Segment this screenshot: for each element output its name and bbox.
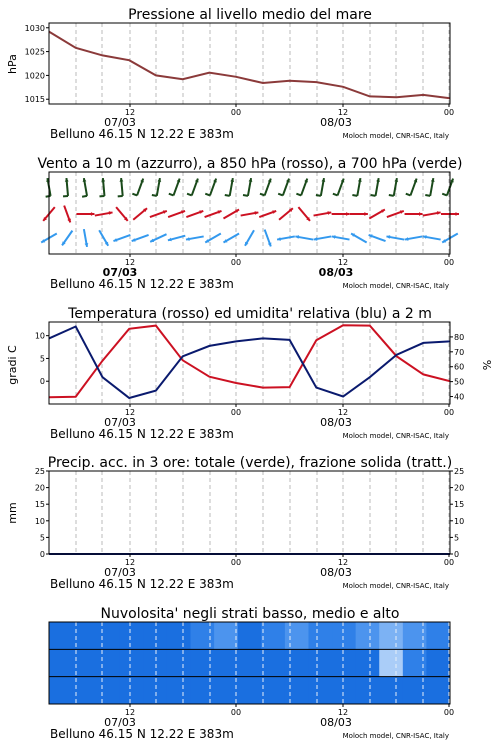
cloud-cell-alto: [261, 622, 285, 650]
y2-tick-label: 5: [454, 533, 460, 543]
y2-tick-label: 15: [454, 500, 465, 510]
cloud-cell-alto: [214, 622, 238, 650]
cloud-cell-alto: [426, 622, 450, 650]
cloud-cell-basso: [308, 677, 332, 705]
cloud-cell-basso: [332, 677, 356, 705]
cloud-cell-medio: [426, 649, 450, 677]
cloud-cell-medio: [96, 649, 120, 677]
location-label: Belluno 46.15 N 12.22 E 383m: [50, 727, 234, 741]
y-tick-label: 25: [34, 467, 45, 476]
chart-title: Precip. acc. in 3 ore: totale (verde), frazione solida (tratt.): [47, 455, 453, 471]
wind-barb-flag: [225, 195, 230, 196]
x-tick-label: 00: [443, 258, 455, 267]
cloud-cell-basso: [261, 677, 285, 705]
wind-barb-flag: [352, 195, 357, 196]
y-tick-label: 5: [39, 354, 45, 364]
wind-barb-flag: [278, 194, 283, 196]
wind-barb-flag: [442, 194, 447, 196]
wind-barb-flag: [260, 194, 265, 196]
cloud-cell-medio: [285, 649, 309, 677]
cloud-cell-medio: [49, 649, 73, 677]
model-credit: Moloch model, CNR-ISAC, Italy: [342, 132, 449, 140]
cloud-cell-basso: [238, 677, 262, 705]
cloud-cell-alto: [332, 622, 356, 650]
chart-title: Pressione al livello medio del mare: [128, 7, 372, 23]
wind-barb-flag: [333, 194, 338, 196]
cloud-cell-basso: [426, 677, 450, 705]
cloud-cell-alto: [379, 622, 403, 650]
location-label: Belluno 46.15 N 12.22 E 383m: [50, 127, 234, 141]
cloud-cell-medio: [214, 649, 238, 677]
y2-tick-label: 10: [454, 516, 465, 526]
cloud-cell-alto: [308, 622, 332, 650]
cloud-cell-basso: [356, 677, 380, 705]
date-label: 08/03: [318, 266, 354, 279]
y-tick-label: 1025: [24, 47, 45, 57]
date-label: 08/03: [320, 116, 352, 129]
chart-title: Temperatura (rosso) ed umidita' relativa (blu) a 2 m: [68, 306, 432, 322]
date-label: 08/03: [320, 716, 352, 729]
cloud-cell-alto: [49, 622, 73, 650]
x-tick-label: 00: [230, 108, 242, 117]
date-label: 08/03: [320, 416, 352, 429]
x-tick-label: 12: [124, 108, 136, 117]
cloud-cell-medio: [191, 649, 215, 677]
wind-barb-flag: [132, 194, 137, 196]
y-tick-label: 1030: [24, 23, 45, 33]
wind-arrow-head: [91, 212, 95, 216]
y2-tick-label: 50: [454, 377, 465, 387]
cloud-cell-basso: [143, 677, 167, 705]
wind-barb-flag: [316, 195, 321, 196]
date-label: 07/03: [104, 566, 136, 579]
y-tick-label: 20: [34, 483, 45, 493]
location-label: Belluno 46.15 N 12.22 E 383m: [50, 577, 234, 591]
y-tick-label: 0: [39, 377, 45, 387]
x-tick-label: 12: [337, 708, 349, 717]
wind-barb-flag: [152, 195, 157, 196]
wind-arrow-head: [346, 212, 350, 216]
cloud-cell-basso: [167, 677, 191, 705]
date-label: 08/03: [320, 566, 352, 579]
cloud-cell-alto: [191, 622, 215, 650]
chart-title: Nuvolosita' negli strati basso, medio e alto: [100, 606, 400, 622]
y2-tick-label: 80: [454, 332, 465, 342]
plot-frame: [49, 471, 450, 554]
cloud-cell-alto: [143, 622, 167, 650]
x-tick-label: 00: [230, 258, 242, 267]
cloud-cell-alto: [356, 622, 380, 650]
location-label: Belluno 46.15 N 12.22 E 383m: [50, 427, 234, 441]
wind-barb-flag: [169, 194, 174, 196]
cloud-cell-basso: [49, 677, 73, 705]
wind-barb-flag: [425, 195, 430, 196]
cloud-cell-medio: [238, 649, 262, 677]
wind-barb-flag: [187, 194, 192, 196]
cloud-cell-medio: [332, 649, 356, 677]
y2-tick-label: 60: [454, 362, 465, 372]
cloud-cell-medio: [261, 649, 285, 677]
y-tick-label: 10: [34, 516, 45, 526]
y2-tick-label: 0: [454, 550, 460, 559]
model-credit: Moloch model, CNR-ISAC, Italy: [342, 582, 449, 590]
x-tick-label: 00: [230, 708, 242, 717]
y-axis-label: mm: [6, 502, 19, 524]
x-tick-label: 00: [230, 408, 242, 417]
date-label: 07/03: [104, 116, 136, 129]
x-tick-label: 00: [443, 558, 455, 567]
x-tick-label: 12: [124, 708, 136, 717]
x-tick-label: 12: [337, 408, 349, 417]
date-label: 07/03: [102, 266, 138, 279]
pressure-line: [49, 32, 450, 99]
wind-barb-flag: [389, 195, 394, 196]
wind-arrow-head: [455, 212, 459, 216]
wind-arrow-head: [120, 178, 124, 182]
y-tick-label: 1020: [24, 71, 45, 81]
cloud-cell-alto: [96, 622, 120, 650]
wind-barb-flag: [371, 195, 376, 196]
x-tick-label: 12: [124, 258, 136, 267]
location-label: Belluno 46.15 N 12.22 E 383m: [50, 277, 234, 291]
y-tick-label: 5: [39, 533, 45, 543]
cloud-cell-medio: [379, 649, 403, 677]
cloud-cell-basso: [191, 677, 215, 705]
model-credit: Moloch model, CNR-ISAC, Italy: [342, 732, 449, 740]
x-tick-label: 00: [443, 408, 455, 417]
model-credit: Moloch model, CNR-ISAC, Italy: [342, 282, 449, 290]
wind-barb-flag: [406, 194, 411, 196]
date-label: 07/03: [104, 416, 136, 429]
wind-barb-flag: [205, 194, 210, 196]
plot-frame: [49, 23, 450, 104]
chart-title: Vento a 10 m (azzurro), a 850 hPa (rosso), a 700 hPa (verde): [37, 156, 463, 172]
cloud-cell-medio: [120, 649, 144, 677]
wind-arrow-head: [419, 212, 423, 216]
cloud-cell-basso: [96, 677, 120, 705]
x-tick-label: 12: [337, 258, 349, 267]
x-tick-label: 12: [337, 558, 349, 567]
humidity-line: [49, 327, 450, 399]
date-label: 07/03: [104, 716, 136, 729]
x-tick-label: 00: [230, 558, 242, 567]
cloud-cell-alto: [238, 622, 262, 650]
cloud-cell-basso: [214, 677, 238, 705]
y2-axis-label: %: [481, 359, 494, 371]
wind-arrow-head: [65, 178, 69, 182]
x-tick-label: 00: [443, 708, 455, 717]
y2-tick-label: 40: [454, 392, 465, 402]
cloud-cell-basso: [120, 677, 144, 705]
x-tick-label: 12: [124, 558, 136, 567]
cloud-cell-medio: [308, 649, 332, 677]
wind-barb-flag: [243, 195, 248, 196]
y-tick-label: 15: [34, 500, 45, 510]
cloud-cell-medio: [167, 649, 191, 677]
cloud-cell-basso: [379, 677, 403, 705]
wind-barb-flag: [82, 196, 87, 197]
cloud-cell-medio: [143, 649, 167, 677]
y-tick-label: 10: [34, 331, 45, 341]
y-tick-label: 0: [39, 550, 45, 559]
x-tick-label: 12: [124, 408, 136, 417]
model-credit: Moloch model, CNR-ISAC, Italy: [342, 432, 449, 440]
y-axis-label: hPa: [6, 54, 19, 74]
cloud-cell-alto: [120, 622, 144, 650]
plot-frame: [49, 322, 450, 404]
x-tick-label: 00: [443, 108, 455, 117]
cloud-cell-basso: [285, 677, 309, 705]
wind-arrow-head: [364, 212, 368, 216]
y2-tick-label: 20: [454, 483, 465, 493]
x-tick-label: 12: [337, 108, 349, 117]
y-tick-label: 1015: [24, 95, 45, 105]
cloud-cell-alto: [285, 622, 309, 650]
wind-barb-flag: [296, 194, 301, 196]
y2-tick-label: 70: [454, 347, 465, 357]
cloud-cell-alto: [167, 622, 191, 650]
y-axis-label: gradi C: [6, 345, 19, 385]
wind-barb-flag: [46, 196, 51, 197]
cloud-cell-medio: [356, 649, 380, 677]
y2-tick-label: 25: [454, 467, 465, 476]
